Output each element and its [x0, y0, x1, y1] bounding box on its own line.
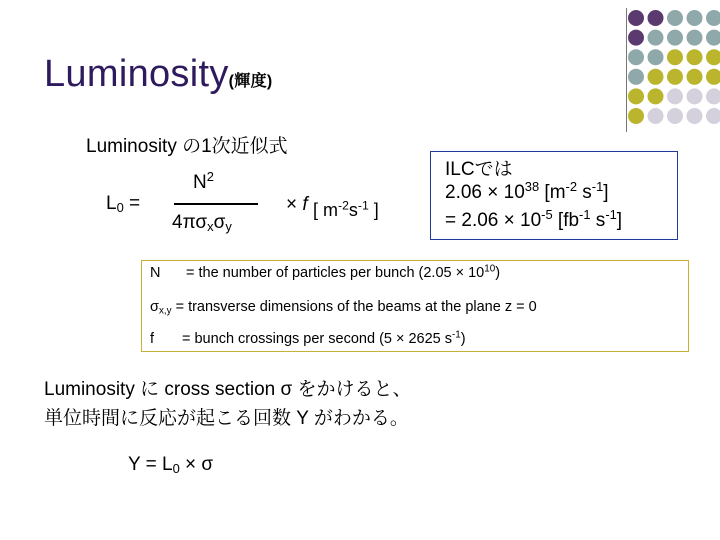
ilc-value-box	[430, 151, 678, 240]
definition-sigma-symbol: σ	[150, 299, 159, 315]
decorative-dot	[628, 69, 644, 85]
definition-sigma-text: = transverse dimensions of the beams at the plane z = 0	[171, 299, 537, 315]
unit-exponent-1: -2	[338, 198, 349, 213]
unit-s: s	[348, 200, 358, 220]
formula-times-f	[286, 194, 308, 216]
decorative-dot	[648, 30, 664, 46]
decorative-dot	[628, 88, 644, 104]
decorative-dot	[628, 49, 644, 65]
decorative-dot	[667, 10, 683, 26]
formula-lhs-symbol: L	[106, 193, 117, 214]
ilc-line-2-value: 2.06 × 10	[445, 182, 525, 203]
decorative-vertical-line	[626, 8, 627, 132]
definition-n-text-close: )	[495, 265, 501, 281]
ilc-line-2-unit-s: s	[577, 182, 592, 203]
formula-denominator	[172, 212, 232, 234]
decorative-dot	[648, 49, 664, 65]
formula-lhs	[106, 193, 140, 215]
decorative-dot	[687, 10, 703, 26]
definition-f-symbol: f	[150, 331, 155, 347]
decorative-dot	[687, 30, 703, 46]
numerator-exponent: 2	[206, 168, 214, 184]
ilc-line-2-unit-m: [m	[539, 182, 566, 203]
denominator-sigma: σ	[213, 212, 226, 233]
decorative-dot	[667, 69, 683, 85]
definition-sigma-subscript: x,y	[158, 305, 172, 317]
definition-f-text-close: )	[460, 331, 466, 347]
decorative-dot	[628, 108, 644, 124]
formula-lhs-subscript: 0	[116, 200, 124, 216]
slide-title-main: Luminosity	[44, 53, 229, 95]
ilc-line-3-unit-s: s	[590, 210, 606, 231]
ilc-line-3	[445, 206, 623, 232]
slide-title-subtitle: (輝度)	[228, 73, 273, 90]
definitions-box	[141, 260, 689, 352]
result-formula-rhs: × σ	[179, 454, 214, 475]
definition-n-text	[186, 265, 500, 281]
ilc-line-3-unit-exp-1: -1	[579, 206, 591, 222]
unit-open: [ m	[313, 200, 338, 220]
ilc-line-3-unit-exp-2: -1	[605, 206, 617, 222]
decorative-dot	[667, 49, 683, 65]
ilc-line-2-close: ]	[603, 182, 609, 203]
formula-numerator	[193, 168, 214, 194]
decorative-dot	[687, 108, 703, 124]
ilc-line-2	[445, 178, 609, 204]
ilc-line-2-unit-exp-2: -1	[591, 178, 604, 194]
ilc-line-2-unit-exp-1: -2	[565, 178, 578, 194]
unit-close: ]	[368, 200, 379, 220]
formula-units	[313, 200, 379, 221]
definition-n-symbol: N	[150, 265, 161, 281]
decorative-dot	[687, 49, 703, 65]
denominator-subscript-y: y	[225, 219, 232, 235]
definition-f-text	[182, 331, 466, 347]
definition-n-text-main: = the number of particles per bunch (2.05 × 10	[186, 265, 485, 281]
definition-f-text-main: = bunch crossings per second (5 × 2625 s	[182, 331, 453, 347]
decorative-dot	[628, 30, 644, 46]
decorative-dot	[706, 30, 720, 46]
decorative-dot-grid	[612, 10, 720, 134]
decorative-dot	[706, 10, 720, 26]
definition-f-exponent: -1	[452, 329, 461, 341]
decorative-dot	[648, 69, 664, 85]
decorative-dot	[648, 10, 664, 26]
definition-sigma	[150, 299, 537, 315]
body-line-2: 単位時間に反応が起こる回数 Y がわかる。	[44, 408, 409, 429]
decorative-dot	[687, 88, 703, 104]
ilc-line-3-close: ]	[616, 210, 623, 231]
decorative-dot	[706, 108, 720, 124]
decorative-dot	[628, 10, 644, 26]
decorative-dot	[648, 88, 664, 104]
decorative-dot	[706, 69, 720, 85]
denominator-prefix: 4πσ	[172, 212, 208, 233]
result-formula	[128, 454, 213, 476]
slide-title	[44, 53, 273, 96]
decorative-dot	[706, 88, 720, 104]
decorative-dot	[667, 108, 683, 124]
decorative-dot	[706, 49, 720, 65]
times-symbol: ×	[286, 194, 298, 215]
fraction-bar	[174, 203, 258, 205]
decorative-dot	[648, 108, 664, 124]
numerator-symbol: N	[193, 172, 207, 193]
result-formula-lhs: Y = L	[128, 454, 173, 475]
definition-n-exponent: 10	[484, 263, 496, 275]
formula-lead-text: Luminosity の1次近似式	[86, 136, 288, 157]
formula-equals: =	[123, 193, 141, 214]
decorative-dot	[667, 30, 683, 46]
ilc-line-1: ILCでは	[445, 159, 513, 180]
ilc-line-2-exponent: 38	[524, 178, 540, 194]
decorative-dot	[687, 69, 703, 85]
denominator-subscript-x: x	[207, 219, 214, 235]
unit-exponent-2: -1	[357, 198, 369, 213]
decorative-dot	[667, 88, 683, 104]
ilc-line-3-unit-fb: [fb	[552, 210, 580, 231]
result-formula-subscript: 0	[172, 461, 180, 477]
ilc-line-3-exponent: -5	[541, 206, 553, 222]
body-line-1: Luminosity に cross section σ をかけると、	[44, 379, 412, 400]
ilc-line-3-value: = 2.06 × 10	[445, 210, 542, 231]
f-symbol: f	[297, 194, 308, 215]
